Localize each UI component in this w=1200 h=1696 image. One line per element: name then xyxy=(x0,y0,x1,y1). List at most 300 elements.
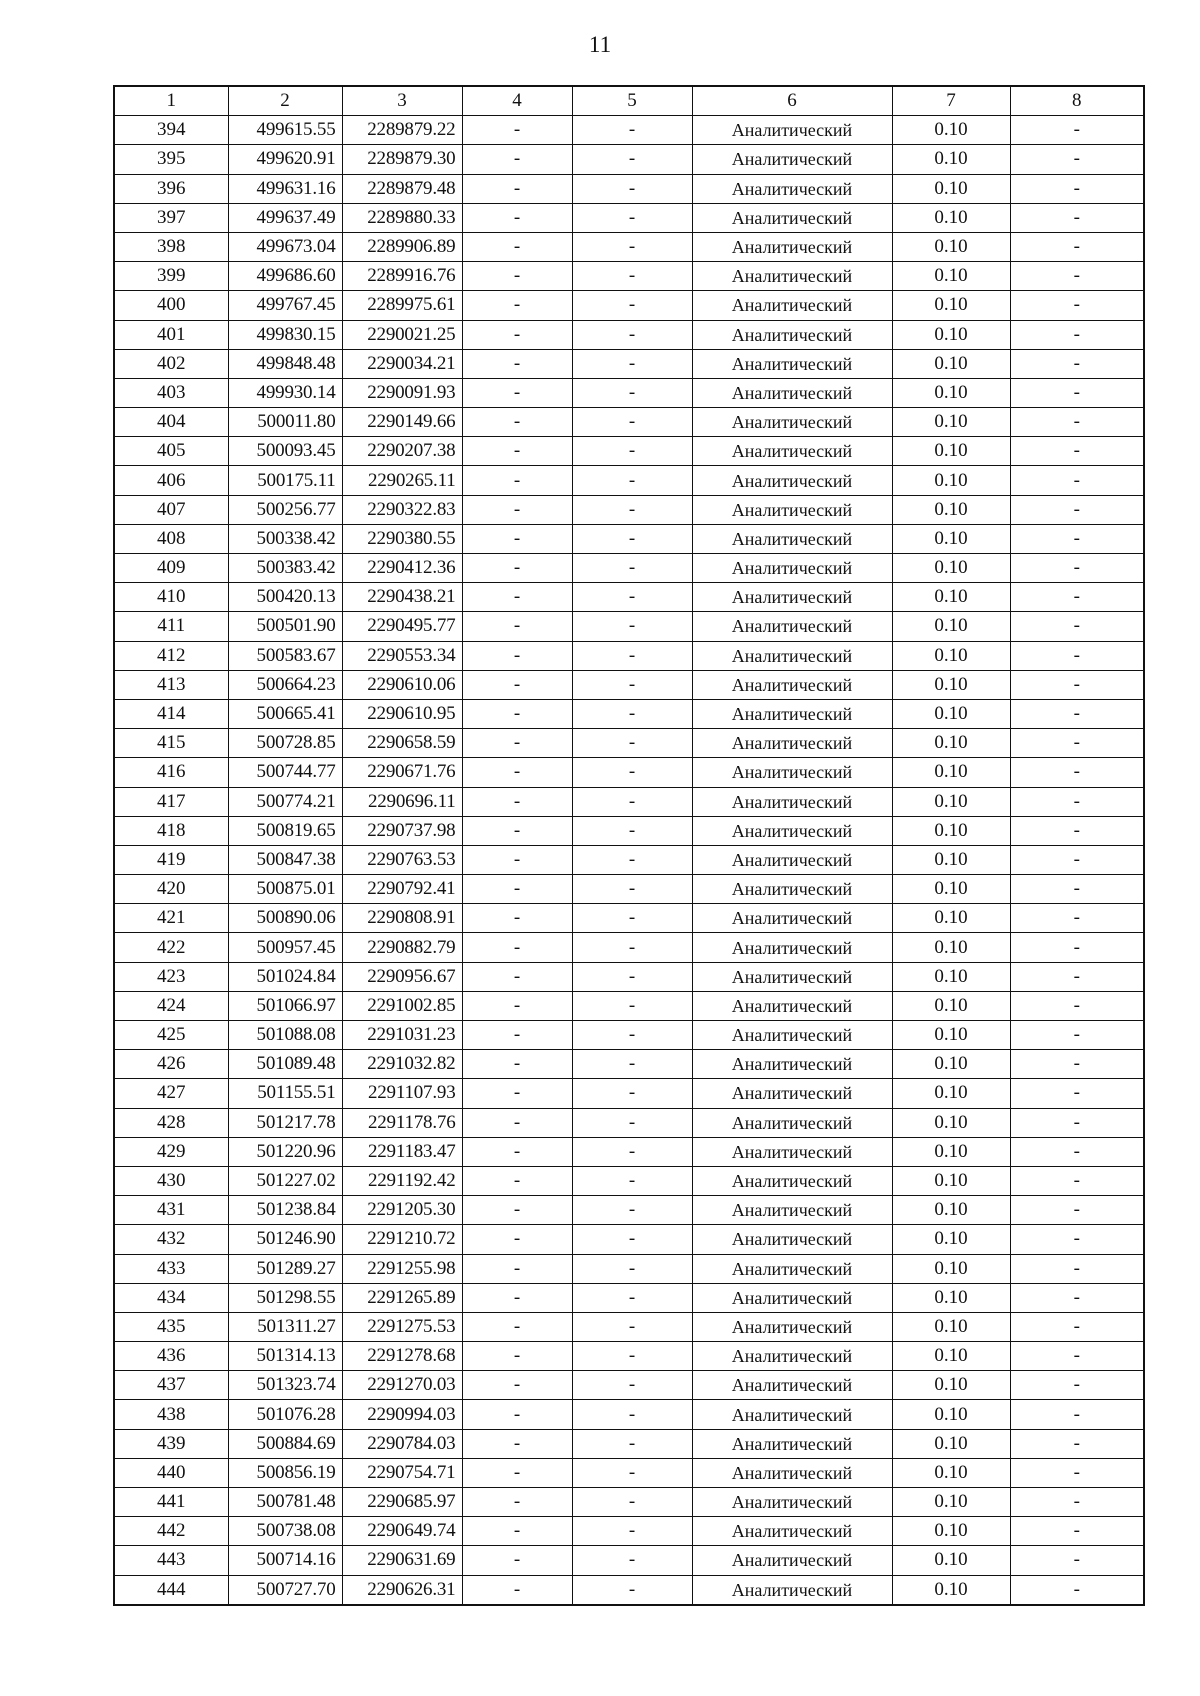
method-cell: Аналитический xyxy=(692,787,892,816)
column-5-value-cell: - xyxy=(572,437,692,466)
accuracy-cell: 0.10 xyxy=(892,1108,1010,1137)
x-coordinate-cell: 500890.06 xyxy=(228,904,342,933)
x-coordinate-cell: 500420.13 xyxy=(228,583,342,612)
table-row xyxy=(114,787,1144,816)
accuracy-cell: 0.10 xyxy=(892,495,1010,524)
point-number-cell: 434 xyxy=(114,1283,228,1312)
x-coordinate-cell: 499615.55 xyxy=(228,116,342,145)
accuracy-cell: 0.10 xyxy=(892,408,1010,437)
column-5-value-cell: - xyxy=(572,1108,692,1137)
method-cell: Аналитический xyxy=(692,729,892,758)
y-coordinate-cell: 2290610.06 xyxy=(342,670,462,699)
y-coordinate-cell: 2290658.59 xyxy=(342,729,462,758)
y-coordinate-cell: 2290412.36 xyxy=(342,554,462,583)
column-5-value-cell: - xyxy=(572,408,692,437)
column-5-value-cell: - xyxy=(572,787,692,816)
point-number-cell: 412 xyxy=(114,641,228,670)
accuracy-cell: 0.10 xyxy=(892,641,1010,670)
accuracy-cell: 0.10 xyxy=(892,1283,1010,1312)
y-coordinate-cell: 2290553.34 xyxy=(342,641,462,670)
accuracy-cell: 0.10 xyxy=(892,320,1010,349)
column-header-3: 3 xyxy=(342,86,462,116)
accuracy-cell: 0.10 xyxy=(892,203,1010,232)
accuracy-cell: 0.10 xyxy=(892,962,1010,991)
point-number-cell: 413 xyxy=(114,670,228,699)
column-5-value-cell: - xyxy=(572,174,692,203)
table-row xyxy=(114,1575,1144,1605)
accuracy-cell: 0.10 xyxy=(892,933,1010,962)
x-coordinate-cell: 500774.21 xyxy=(228,787,342,816)
point-number-cell: 403 xyxy=(114,378,228,407)
column-8-value-cell: - xyxy=(1010,1254,1144,1283)
accuracy-cell: 0.10 xyxy=(892,1400,1010,1429)
column-4-value-cell: - xyxy=(462,612,572,641)
column-8-value-cell: - xyxy=(1010,320,1144,349)
method-cell: Аналитический xyxy=(692,291,892,320)
point-number-cell: 442 xyxy=(114,1517,228,1546)
accuracy-cell: 0.10 xyxy=(892,1050,1010,1079)
column-4-value-cell: - xyxy=(462,1488,572,1517)
table-row xyxy=(114,554,1144,583)
column-8-value-cell: - xyxy=(1010,1137,1144,1166)
column-4-value-cell: - xyxy=(462,729,572,758)
point-number-cell: 443 xyxy=(114,1546,228,1575)
column-8-value-cell: - xyxy=(1010,1283,1144,1312)
column-header-1: 1 xyxy=(114,86,228,116)
y-coordinate-cell: 2291205.30 xyxy=(342,1196,462,1225)
point-number-cell: 400 xyxy=(114,291,228,320)
y-coordinate-cell: 2291178.76 xyxy=(342,1108,462,1137)
table-row xyxy=(114,641,1144,670)
column-4-value-cell: - xyxy=(462,145,572,174)
column-4-value-cell: - xyxy=(462,437,572,466)
column-5-value-cell: - xyxy=(572,1517,692,1546)
point-number-cell: 426 xyxy=(114,1050,228,1079)
accuracy-cell: 0.10 xyxy=(892,991,1010,1020)
column-5-value-cell: - xyxy=(572,962,692,991)
column-4-value-cell: - xyxy=(462,904,572,933)
column-5-value-cell: - xyxy=(572,1050,692,1079)
column-5-value-cell: - xyxy=(572,203,692,232)
method-cell: Аналитический xyxy=(692,203,892,232)
y-coordinate-cell: 2289879.48 xyxy=(342,174,462,203)
y-coordinate-cell: 2290784.03 xyxy=(342,1429,462,1458)
table-row xyxy=(114,262,1144,291)
column-5-value-cell: - xyxy=(572,1429,692,1458)
accuracy-cell: 0.10 xyxy=(892,174,1010,203)
point-number-cell: 402 xyxy=(114,349,228,378)
y-coordinate-cell: 2289879.30 xyxy=(342,145,462,174)
column-4-value-cell: - xyxy=(462,670,572,699)
column-5-value-cell: - xyxy=(572,612,692,641)
point-number-cell: 407 xyxy=(114,495,228,524)
coordinates-table xyxy=(113,85,1145,1606)
accuracy-cell: 0.10 xyxy=(892,816,1010,845)
x-coordinate-cell: 499930.14 xyxy=(228,378,342,407)
column-4-value-cell: - xyxy=(462,349,572,378)
y-coordinate-cell: 2289916.76 xyxy=(342,262,462,291)
column-5-value-cell: - xyxy=(572,845,692,874)
x-coordinate-cell: 500664.23 xyxy=(228,670,342,699)
y-coordinate-cell: 2290380.55 xyxy=(342,524,462,553)
table-row xyxy=(114,1196,1144,1225)
point-number-cell: 423 xyxy=(114,962,228,991)
column-4-value-cell: - xyxy=(462,320,572,349)
method-cell: Аналитический xyxy=(692,466,892,495)
method-cell: Аналитический xyxy=(692,758,892,787)
point-number-cell: 397 xyxy=(114,203,228,232)
column-5-value-cell: - xyxy=(572,262,692,291)
x-coordinate-cell: 501066.97 xyxy=(228,991,342,1020)
x-coordinate-cell: 500175.11 xyxy=(228,466,342,495)
y-coordinate-cell: 2290034.21 xyxy=(342,349,462,378)
accuracy-cell: 0.10 xyxy=(892,1546,1010,1575)
point-number-cell: 408 xyxy=(114,524,228,553)
column-4-value-cell: - xyxy=(462,1254,572,1283)
table-row xyxy=(114,1342,1144,1371)
x-coordinate-cell: 501089.48 xyxy=(228,1050,342,1079)
method-cell: Аналитический xyxy=(692,320,892,349)
x-coordinate-cell: 500728.85 xyxy=(228,729,342,758)
accuracy-cell: 0.10 xyxy=(892,787,1010,816)
y-coordinate-cell: 2290631.69 xyxy=(342,1546,462,1575)
column-header-8: 8 xyxy=(1010,86,1144,116)
method-cell: Аналитический xyxy=(692,904,892,933)
point-number-cell: 414 xyxy=(114,699,228,728)
table-row xyxy=(114,116,1144,145)
point-number-cell: 431 xyxy=(114,1196,228,1225)
x-coordinate-cell: 500847.38 xyxy=(228,845,342,874)
y-coordinate-cell: 2290696.11 xyxy=(342,787,462,816)
column-8-value-cell: - xyxy=(1010,1546,1144,1575)
column-5-value-cell: - xyxy=(572,291,692,320)
y-coordinate-cell: 2290265.11 xyxy=(342,466,462,495)
column-5-value-cell: - xyxy=(572,145,692,174)
method-cell: Аналитический xyxy=(692,408,892,437)
accuracy-cell: 0.10 xyxy=(892,291,1010,320)
point-number-cell: 405 xyxy=(114,437,228,466)
column-5-value-cell: - xyxy=(572,904,692,933)
column-4-value-cell: - xyxy=(462,495,572,524)
x-coordinate-cell: 500744.77 xyxy=(228,758,342,787)
column-8-value-cell: - xyxy=(1010,495,1144,524)
x-coordinate-cell: 500884.69 xyxy=(228,1429,342,1458)
column-5-value-cell: - xyxy=(572,1225,692,1254)
y-coordinate-cell: 2291278.68 xyxy=(342,1342,462,1371)
column-4-value-cell: - xyxy=(462,1371,572,1400)
column-4-value-cell: - xyxy=(462,1137,572,1166)
point-number-cell: 396 xyxy=(114,174,228,203)
method-cell: Аналитический xyxy=(692,232,892,261)
column-5-value-cell: - xyxy=(572,1575,692,1605)
method-cell: Аналитический xyxy=(692,1400,892,1429)
x-coordinate-cell: 501289.27 xyxy=(228,1254,342,1283)
x-coordinate-cell: 500383.42 xyxy=(228,554,342,583)
table-row xyxy=(114,1429,1144,1458)
column-4-value-cell: - xyxy=(462,203,572,232)
column-header-7: 7 xyxy=(892,86,1010,116)
table-row xyxy=(114,203,1144,232)
method-cell: Аналитический xyxy=(692,554,892,583)
point-number-cell: 429 xyxy=(114,1137,228,1166)
point-number-cell: 441 xyxy=(114,1488,228,1517)
x-coordinate-cell: 501217.78 xyxy=(228,1108,342,1137)
point-number-cell: 420 xyxy=(114,875,228,904)
column-header-2: 2 xyxy=(228,86,342,116)
table-row xyxy=(114,378,1144,407)
accuracy-cell: 0.10 xyxy=(892,466,1010,495)
accuracy-cell: 0.10 xyxy=(892,554,1010,583)
table-row xyxy=(114,583,1144,612)
method-cell: Аналитический xyxy=(692,1021,892,1050)
y-coordinate-cell: 2291275.53 xyxy=(342,1312,462,1341)
column-8-value-cell: - xyxy=(1010,875,1144,904)
x-coordinate-cell: 500256.77 xyxy=(228,495,342,524)
column-5-value-cell: - xyxy=(572,466,692,495)
accuracy-cell: 0.10 xyxy=(892,758,1010,787)
column-4-value-cell: - xyxy=(462,1342,572,1371)
x-coordinate-cell: 500714.16 xyxy=(228,1546,342,1575)
x-coordinate-cell: 500665.41 xyxy=(228,699,342,728)
column-8-value-cell: - xyxy=(1010,1429,1144,1458)
method-cell: Аналитический xyxy=(692,845,892,874)
table-row xyxy=(114,1546,1144,1575)
y-coordinate-cell: 2289975.61 xyxy=(342,291,462,320)
column-4-value-cell: - xyxy=(462,408,572,437)
column-8-value-cell: - xyxy=(1010,1575,1144,1605)
y-coordinate-cell: 2291255.98 xyxy=(342,1254,462,1283)
accuracy-cell: 0.10 xyxy=(892,699,1010,728)
x-coordinate-cell: 499830.15 xyxy=(228,320,342,349)
point-number-cell: 424 xyxy=(114,991,228,1020)
table-row xyxy=(114,612,1144,641)
method-cell: Аналитический xyxy=(692,933,892,962)
x-coordinate-cell: 499631.16 xyxy=(228,174,342,203)
x-coordinate-cell: 500875.01 xyxy=(228,875,342,904)
accuracy-cell: 0.10 xyxy=(892,378,1010,407)
column-4-value-cell: - xyxy=(462,845,572,874)
method-cell: Аналитический xyxy=(692,378,892,407)
y-coordinate-cell: 2290495.77 xyxy=(342,612,462,641)
column-4-value-cell: - xyxy=(462,787,572,816)
y-coordinate-cell: 2291265.89 xyxy=(342,1283,462,1312)
y-coordinate-cell: 2290091.93 xyxy=(342,378,462,407)
table-row xyxy=(114,1137,1144,1166)
column-8-value-cell: - xyxy=(1010,1342,1144,1371)
table-row xyxy=(114,349,1144,378)
column-5-value-cell: - xyxy=(572,349,692,378)
column-5-value-cell: - xyxy=(572,729,692,758)
y-coordinate-cell: 2290754.71 xyxy=(342,1458,462,1487)
column-4-value-cell: - xyxy=(462,758,572,787)
table-row xyxy=(114,670,1144,699)
table-row xyxy=(114,962,1144,991)
column-header-4: 4 xyxy=(462,86,572,116)
column-8-value-cell: - xyxy=(1010,1458,1144,1487)
column-8-value-cell: - xyxy=(1010,670,1144,699)
method-cell: Аналитический xyxy=(692,1429,892,1458)
point-number-cell: 432 xyxy=(114,1225,228,1254)
column-4-value-cell: - xyxy=(462,1429,572,1458)
table-row xyxy=(114,1166,1144,1195)
column-4-value-cell: - xyxy=(462,291,572,320)
column-5-value-cell: - xyxy=(572,320,692,349)
method-cell: Аналитический xyxy=(692,1225,892,1254)
point-number-cell: 404 xyxy=(114,408,228,437)
y-coordinate-cell: 2290149.66 xyxy=(342,408,462,437)
point-number-cell: 437 xyxy=(114,1371,228,1400)
column-4-value-cell: - xyxy=(462,1400,572,1429)
table-row xyxy=(114,320,1144,349)
table-header xyxy=(114,86,1144,116)
table-row xyxy=(114,729,1144,758)
method-cell: Аналитический xyxy=(692,1283,892,1312)
table-header-row xyxy=(114,86,1144,116)
column-4-value-cell: - xyxy=(462,174,572,203)
y-coordinate-cell: 2290808.91 xyxy=(342,904,462,933)
point-number-cell: 439 xyxy=(114,1429,228,1458)
point-number-cell: 438 xyxy=(114,1400,228,1429)
accuracy-cell: 0.10 xyxy=(892,1254,1010,1283)
x-coordinate-cell: 499767.45 xyxy=(228,291,342,320)
accuracy-cell: 0.10 xyxy=(892,437,1010,466)
y-coordinate-cell: 2289906.89 xyxy=(342,232,462,261)
x-coordinate-cell: 500011.80 xyxy=(228,408,342,437)
point-number-cell: 435 xyxy=(114,1312,228,1341)
table-row xyxy=(114,699,1144,728)
y-coordinate-cell: 2290763.53 xyxy=(342,845,462,874)
y-coordinate-cell: 2290882.79 xyxy=(342,933,462,962)
x-coordinate-cell: 501311.27 xyxy=(228,1312,342,1341)
column-4-value-cell: - xyxy=(462,1196,572,1225)
table-row xyxy=(114,1312,1144,1341)
x-coordinate-cell: 501088.08 xyxy=(228,1021,342,1050)
method-cell: Аналитический xyxy=(692,875,892,904)
table-row xyxy=(114,1108,1144,1137)
point-number-cell: 394 xyxy=(114,116,228,145)
table-row xyxy=(114,466,1144,495)
column-8-value-cell: - xyxy=(1010,291,1144,320)
method-cell: Аналитический xyxy=(692,699,892,728)
column-5-value-cell: - xyxy=(572,758,692,787)
column-5-value-cell: - xyxy=(572,232,692,261)
y-coordinate-cell: 2291270.03 xyxy=(342,1371,462,1400)
table-row xyxy=(114,1458,1144,1487)
column-8-value-cell: - xyxy=(1010,641,1144,670)
x-coordinate-cell: 499686.60 xyxy=(228,262,342,291)
column-8-value-cell: - xyxy=(1010,1166,1144,1195)
accuracy-cell: 0.10 xyxy=(892,524,1010,553)
y-coordinate-cell: 2291032.82 xyxy=(342,1050,462,1079)
method-cell: Аналитический xyxy=(692,641,892,670)
x-coordinate-cell: 501298.55 xyxy=(228,1283,342,1312)
table-row xyxy=(114,991,1144,1020)
column-5-value-cell: - xyxy=(572,378,692,407)
table-row xyxy=(114,291,1144,320)
column-4-value-cell: - xyxy=(462,933,572,962)
x-coordinate-cell: 501155.51 xyxy=(228,1079,342,1108)
y-coordinate-cell: 2291192.42 xyxy=(342,1166,462,1195)
point-number-cell: 398 xyxy=(114,232,228,261)
column-5-value-cell: - xyxy=(572,1488,692,1517)
table-row xyxy=(114,1400,1144,1429)
column-8-value-cell: - xyxy=(1010,554,1144,583)
column-5-value-cell: - xyxy=(572,1371,692,1400)
column-4-value-cell: - xyxy=(462,1050,572,1079)
column-8-value-cell: - xyxy=(1010,1225,1144,1254)
column-5-value-cell: - xyxy=(572,583,692,612)
table-body xyxy=(114,116,1144,1605)
method-cell: Аналитический xyxy=(692,1517,892,1546)
x-coordinate-cell: 500957.45 xyxy=(228,933,342,962)
point-number-cell: 421 xyxy=(114,904,228,933)
column-5-value-cell: - xyxy=(572,991,692,1020)
column-8-value-cell: - xyxy=(1010,145,1144,174)
method-cell: Аналитический xyxy=(692,1108,892,1137)
accuracy-cell: 0.10 xyxy=(892,1575,1010,1605)
point-number-cell: 430 xyxy=(114,1166,228,1195)
accuracy-cell: 0.10 xyxy=(892,1371,1010,1400)
column-5-value-cell: - xyxy=(572,1312,692,1341)
column-5-value-cell: - xyxy=(572,641,692,670)
y-coordinate-cell: 2290322.83 xyxy=(342,495,462,524)
column-4-value-cell: - xyxy=(462,1458,572,1487)
method-cell: Аналитический xyxy=(692,1196,892,1225)
accuracy-cell: 0.10 xyxy=(892,1458,1010,1487)
y-coordinate-cell: 2291210.72 xyxy=(342,1225,462,1254)
column-header-6: 6 xyxy=(692,86,892,116)
x-coordinate-cell: 500501.90 xyxy=(228,612,342,641)
column-5-value-cell: - xyxy=(572,699,692,728)
x-coordinate-cell: 499673.04 xyxy=(228,232,342,261)
column-4-value-cell: - xyxy=(462,1575,572,1605)
column-8-value-cell: - xyxy=(1010,524,1144,553)
method-cell: Аналитический xyxy=(692,1488,892,1517)
column-5-value-cell: - xyxy=(572,1546,692,1575)
table-row xyxy=(114,1254,1144,1283)
point-number-cell: 417 xyxy=(114,787,228,816)
column-8-value-cell: - xyxy=(1010,845,1144,874)
column-4-value-cell: - xyxy=(462,991,572,1020)
x-coordinate-cell: 501246.90 xyxy=(228,1225,342,1254)
accuracy-cell: 0.10 xyxy=(892,670,1010,699)
column-8-value-cell: - xyxy=(1010,1021,1144,1050)
point-number-cell: 415 xyxy=(114,729,228,758)
accuracy-cell: 0.10 xyxy=(892,232,1010,261)
table-row xyxy=(114,1371,1144,1400)
column-header-5: 5 xyxy=(572,86,692,116)
column-4-value-cell: - xyxy=(462,1517,572,1546)
accuracy-cell: 0.10 xyxy=(892,116,1010,145)
method-cell: Аналитический xyxy=(692,349,892,378)
column-8-value-cell: - xyxy=(1010,232,1144,261)
column-5-value-cell: - xyxy=(572,933,692,962)
y-coordinate-cell: 2290610.95 xyxy=(342,699,462,728)
y-coordinate-cell: 2290994.03 xyxy=(342,1400,462,1429)
x-coordinate-cell: 500738.08 xyxy=(228,1517,342,1546)
column-5-value-cell: - xyxy=(572,1342,692,1371)
method-cell: Аналитический xyxy=(692,1312,892,1341)
table-row xyxy=(114,232,1144,261)
accuracy-cell: 0.10 xyxy=(892,845,1010,874)
y-coordinate-cell: 2291031.23 xyxy=(342,1021,462,1050)
column-8-value-cell: - xyxy=(1010,203,1144,232)
column-8-value-cell: - xyxy=(1010,1488,1144,1517)
method-cell: Аналитический xyxy=(692,1137,892,1166)
accuracy-cell: 0.10 xyxy=(892,1021,1010,1050)
point-number-cell: 411 xyxy=(114,612,228,641)
accuracy-cell: 0.10 xyxy=(892,1429,1010,1458)
